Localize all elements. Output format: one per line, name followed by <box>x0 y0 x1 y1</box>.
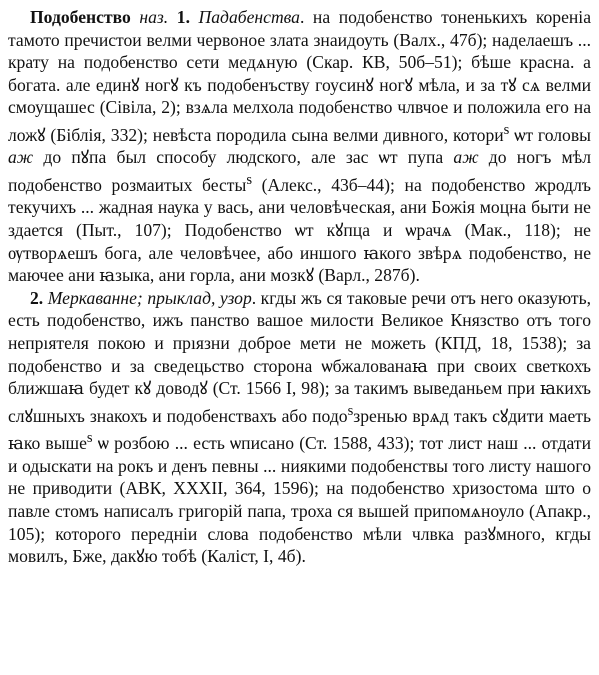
gloss-text: Меркаванне; прыклад, узор <box>47 287 252 308</box>
headword: Подобенство <box>30 7 131 27</box>
gloss-text: наз. <box>139 7 169 27</box>
entry-text: . кгды жъ ся таковые речи отъ него оказують, есть подобенство, ижъ панство вашое милости Великое Князство отъ того непрıятеля покою и прıязни доброе мети не можеть (КПД, 18, 1538); за подобенство и за сведецьство сторона ѡбжалованаꙗ при своих светкохъ ближшаꙗ будет кꙋ доводꙋ (Ст. 1566 I, 98); за такимъ выведаньем при ꙗкихъ слꙋшныхъ знакохъ и подобенствахъ або подо <box>8 287 592 426</box>
entry-paragraph <box>8 287 591 568</box>
superscript-letter: s <box>503 121 510 138</box>
entry-text: до пꙋпа был способу людского, але зас ѡт пупа <box>33 147 454 168</box>
entry-text: зренью врѧд такъ сꙋдити маеть ꙗко выше <box>8 405 592 454</box>
gloss-text: аж <box>8 147 34 168</box>
superscript-letter: s <box>347 402 354 419</box>
entry-paragraph <box>8 6 591 287</box>
superscript-letter: s <box>86 430 93 447</box>
headword: 2. <box>30 287 44 308</box>
gloss-text: Падабенства <box>198 7 300 27</box>
entry-text: . на подобенство тоненькихъ кореніа тамото пречистои велми червоное злата знаидоуть (Валх., 47б); наделаешъ ... крату на подобенство сети медѧную (Скар. КВ, 50б–51); бѣше красна. а богата. але единꙋ ногꙋ къ подобенъству гоусинꙋ ногꙋ мѣла, и за тꙋ сѧ велми смоущашес (Сівіла, 2); взѧла мелхола подобенство члвчое и положила его на ложꙋ (Біблія, 332); невѣста породила сына велми дивного, котори <box>8 7 592 145</box>
dictionary-entry <box>8 6 591 568</box>
entry-text: до ногъ мѣл подобенство розмаитых бесты <box>8 147 592 195</box>
superscript-letter: s <box>246 172 253 189</box>
headword: 1. <box>176 7 190 27</box>
entry-text: (Алекс., 43б–44); на подобенство жродлъ текучихъ ... жадная наука у вась, ани человѣческая, ани Божія моцна быти не здается (Пыт., 107); Подобенство ѡт кꙋпца и ѡрачѧ (Мак., 118); не ѹтворѧешъ бога, але человѣчее, або иншого ꙗкого звѣрѧ подобенство, не маючее ани ꙗзыка, ани горла, ани мозкꙋ (Варл., 287б). <box>8 174 591 286</box>
entry-text <box>168 7 177 27</box>
entry-text: ѡт головы <box>509 124 591 145</box>
entry-text <box>190 7 199 27</box>
gloss-text: аж <box>453 147 479 168</box>
entry-text: ѡ розбою ... есть ѡписано (Ст. 1588, 433); тот лист наш ... отдати и одыскати на рокъ и денъ певны ... ниякими подобенствы того листу нашого не приводити (АВК, XXXII, 364, 1596); на подобенство хризостома што о павле стомъ написалъ григорій папа, троха ся вышей припомѧноуло (Апакр., 105); которого передніи слова подобенство мѣли члвка разꙋмного, кгды мовилъ, Бже, дакꙋю тобѣ (Каліст, I, 4б). <box>8 433 591 567</box>
